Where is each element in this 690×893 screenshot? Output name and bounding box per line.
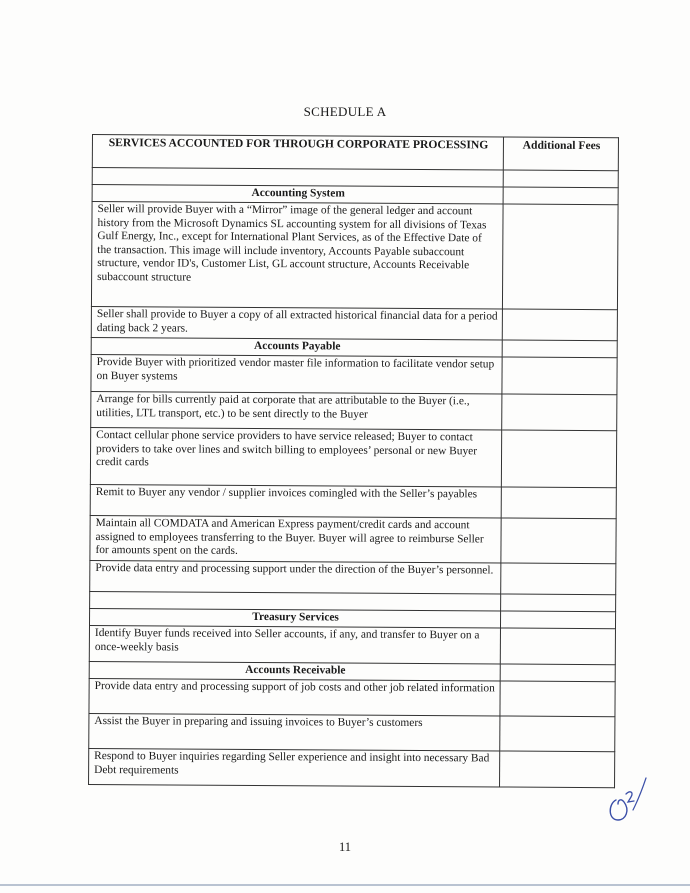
fee-cell [501,563,616,595]
service-description: Arrange for bills currently paid at corporate that are attributable to the Buyer (i.e., utilities, LTL transport, etc.) to be sent directly to the Buyer [91,391,502,430]
fee-cell [502,340,617,358]
table-row [91,306,617,340]
table-row [91,354,617,394]
table-row [91,202,618,310]
fee-cell [501,518,616,564]
service-description: Identify Buyer funds received into Seller accounts, if any, and transfer to Buyer on a once-weekly basis [89,625,500,664]
table-header-row [92,135,618,171]
table-row [90,515,616,563]
service-description: Maintain all COMDATA and American Express payment/credit cards and account assigned to employees transferring to the Buyer. Buyer will agree to reimburse Seller for amounts spent on the cards. [90,515,501,563]
table-row [90,560,616,594]
section-title: Accounts Payable [91,337,502,357]
table-row [89,713,615,751]
table-row [89,625,615,664]
schedule-title: SCHEDULE A [303,104,387,119]
fee-cell [503,204,619,310]
fee-cell [502,357,617,395]
table-row [90,427,616,487]
service-description: Respond to Buyer inquiries regarding Seller experience and insight into necessary Bad Debt requirements [89,748,500,787]
fee-cell [500,681,615,717]
table-row [89,678,615,716]
handwritten-initials [600,770,660,830]
fee-cell [500,751,615,788]
fee-cell [501,487,616,519]
section-title: Accounting System [92,185,503,205]
service-description: Remit to Buyer any vendor / supplier invoices comingled with the Seller’s payables [90,484,501,518]
services-column-header: SERVICES ACCOUNTED FOR THROUGH CORPORATE PROCESSING [92,135,503,171]
service-description: Contact cellular phone service providers to have service released; Buyer to contact providers to take over lines and switch billing to employees’ personal or new Buyer credit cards [90,427,501,487]
service-description: Provide data entry and processing support of job costs and other job related information [89,678,500,716]
fee-cell [503,187,618,205]
service-description: Seller will provide Buyer with a “Mirror” image of the general ledger and account history from the Microsoft Dynamics SL accounting system for all divisions of Texas Gulf Energy, Inc., except for International Plant Services, as of the Effective Date of the transaction. This image will include inventory, Accounts Payable subaccount structure, vendor ID's, Customer List, GL account structure, Accounts Receivable subaccount structure [91,202,503,310]
service-description: Provide Buyer with prioritized vendor master file information to facilitate vendor setup on Buyer systems [91,354,502,394]
services-table [88,134,619,788]
table-row [89,748,615,787]
fee-cell [502,394,617,431]
fee-cell [501,430,616,488]
service-description: Seller shall provide to Buyer a copy of all extracted historical financial data for a period dating back 2 years. [91,306,502,340]
fee-cell [500,664,615,682]
scan-edge-line [0,884,690,886]
section-title: Treasury Services [89,608,500,628]
blank-cell [501,594,616,612]
fee-cell [500,628,615,665]
table-row [90,484,616,518]
page-number: 11 [338,840,352,854]
fee-cell [500,716,615,752]
table-row [91,391,617,430]
fee-cell [502,309,617,341]
blank-cell [503,170,618,188]
service-description: Assist the Buyer in preparing and issuing invoices to Buyer’s customers [89,713,500,751]
fees-column-header: Additional Fees [503,137,618,171]
fee-cell [501,611,616,629]
section-title: Accounts Receivable [89,661,500,681]
service-description: Provide data entry and processing support under the direction of the Buyer’s personnel. [90,560,501,594]
